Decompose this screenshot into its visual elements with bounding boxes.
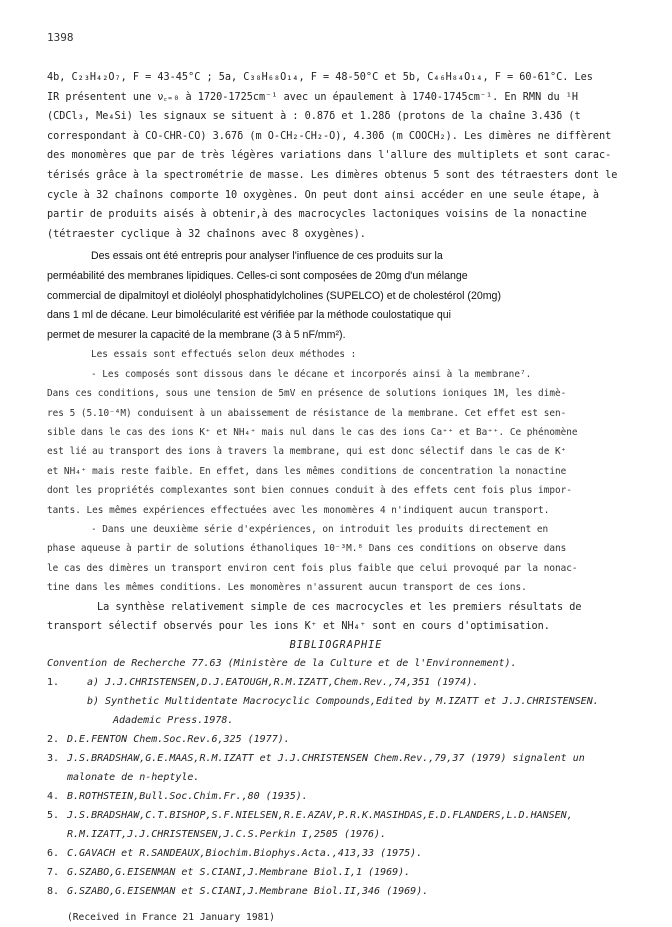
text-line: térisés grâce à la spectrométrie de masse. Les dimères obtenus 5 sont des tétraesters dont le	[47, 169, 618, 181]
paragraph-methods	[47, 345, 625, 597]
reference-item	[47, 844, 625, 863]
reference-line: D.E.FENTON Chem.Soc.Rev.6,325 (1977).	[67, 733, 290, 745]
paragraph-conclusion	[47, 598, 625, 637]
text-line: perméabilité des membranes lipidiques. Celles-ci sont composées de 20mg d'un mélange	[47, 269, 468, 282]
text-line: le cas des dimères un transport environ cent fois plus faible que celui provoqué par la nonac-	[47, 562, 578, 574]
text-line: cycle à 32 chaînons comporte 10 oxygènes. On peut dont ainsi accéder en une seule étape, à	[47, 189, 600, 201]
reference-number: 4.	[47, 790, 60, 802]
reference-item	[47, 882, 625, 901]
text-line: Des essais ont été entrepris pour analyser l'influence de ces produits sur la	[91, 250, 443, 263]
text-line: Les essais sont effectués selon deux méthodes :	[91, 349, 357, 361]
reference-item	[47, 787, 625, 806]
reference-line: b) Synthetic Multidentate Macrocyclic Compounds,Edited by M.IZATT et J.J.CHRISTENSEN.	[87, 695, 599, 707]
text-line: tine dans les mêmes conditions. Les monomères n'assurent aucun transport de ces ions.	[47, 582, 527, 594]
text-line: phase aqueuse à partir de solutions éthanoliques 10⁻³M.⁸ Dans ces conditions on observe dans	[47, 543, 567, 555]
reference-number: 2.	[47, 733, 60, 745]
text-line: transport sélectif observés pour les ions K⁺ et NH₄⁺ sont en cours d'optimisation.	[47, 621, 550, 633]
reference-item	[47, 863, 625, 882]
text-line: permet de mesurer la capacité de la membrane (3 à 5 nF/mm²).	[47, 328, 346, 341]
reference-number: 7.	[47, 866, 60, 878]
bibliography	[47, 637, 625, 901]
reference-item	[47, 673, 625, 692]
reference-text	[67, 806, 625, 844]
text-line: partir de produits aisés à obtenir,à des macrocycles lactoniques voisins de la nonactine	[47, 209, 587, 221]
text-line: sible dans le cas des ions K⁺ et NH₄⁺ mais nul dans le cas des ions Ca⁺⁺ et Ba⁺⁺. Ce phénomène	[47, 426, 578, 438]
reference-text	[67, 749, 625, 787]
text-line: correspondant à CO-CHR-CO) 3.67δ (m O-CH₂-CH₂-O), 4.30δ (m COOCH₂). Les dimères ne diffèrent	[47, 130, 612, 142]
reference-line: malonate de n-heptyle.	[67, 771, 200, 783]
text-line: (tétraester cyclique à 32 chaînons avec 8 oxygènes).	[47, 228, 366, 240]
text-line: IR présentent une ν꜀₌₀ à 1720-1725cm⁻¹ avec un épaulement à 1740-1745cm⁻¹. En RMN du ¹H	[47, 91, 578, 103]
reference-line: J.S.BRADSHAW,G.E.MAAS,R.M.IZATT et J.J.CHRISTENSEN Chem.Rev.,79,37 (1979) signalent un	[67, 752, 585, 764]
text-line: (CDCl₃, Me₄Si) les signaux se situent à : 0.87δ et 1.28δ (protons de la chaîne 3.43δ (t	[47, 111, 581, 123]
received-date: (Received in France 21 January 1981)	[67, 911, 275, 923]
reference-line: G.SZABO,G.EISENMAN et S.CIANI,J.Membrane Biol.I,1 (1969).	[67, 866, 411, 878]
reference-item	[47, 730, 625, 749]
text-line: et NH₄⁺ mais reste faible. En effet, dans les mêmes conditions de concentration la nonactine	[47, 465, 567, 477]
text-line: Dans ces conditions, sous une tension de 5mV en présence de solutions ioniques 1M, les dimè-	[47, 388, 567, 400]
bibliography-heading: BIBLIOGRAPHIE	[289, 639, 383, 651]
text-line: res 5 (5.10⁻⁴M) conduisent à un abaissement de résistance de la membrane. Cet effet est sen-	[47, 407, 567, 419]
reference-line: B.ROTHSTEIN,Bull.Soc.Chim.Fr.,80 (1935).	[67, 790, 308, 802]
bibliography-intro: Convention de Recherche 77.63 (Ministère de la Culture et de l'Environnement).	[47, 657, 517, 669]
text-line: est lié au transport des ions à travers la membrane, qui est donc sélectif dans le cas de K⁺	[47, 446, 567, 458]
text-line: - Dans une deuxième série d'expériences, on introduit les produits directement en	[91, 523, 549, 535]
text-line: dans 1 ml de décane. Leur bimolécularité est vérifiée par la méthode coulostatique qui	[47, 309, 451, 322]
text-line: - Les composés sont dissous dans le décane et incorporés ainsi à la membrane⁷.	[91, 368, 532, 380]
reference-item	[47, 806, 625, 844]
reference-line: Adademic Press.1978.	[113, 714, 234, 726]
reference-line: R.M.IZATT,J.J.CHRISTENSEN,J.C.S.Perkin I,2505 (1976).	[67, 828, 387, 840]
article-body	[47, 68, 625, 927]
paragraph-characterization	[47, 68, 625, 244]
reference-number: 1.	[47, 676, 60, 688]
reference-number	[47, 692, 67, 730]
reference-text	[67, 692, 625, 730]
paragraph-membrane-tests	[47, 247, 625, 345]
text-line: dont les propriétés complexantes sont bien connues conduit à des effets cent fois plus impor-	[47, 485, 572, 497]
reference-item	[47, 749, 625, 787]
reference-item	[47, 692, 625, 730]
text-line: des monomères que par de très légères variations dans l'allure des multiplets et sont carac-	[47, 150, 612, 162]
reference-line: G.SZABO,G.EISENMAN et S.CIANI,J.Membrane Biol.II,346 (1969).	[67, 885, 429, 897]
text-line: tants. Les mêmes expériences effectuées avec les monomères 4 n'indiquent aucun transport.	[47, 504, 550, 516]
reference-number: 6.	[47, 847, 60, 859]
reference-line: a) J.J.CHRISTENSEN,D.J.EATOUGH,R.M.IZATT,Chem.Rev.,74,351 (1974).	[87, 676, 479, 688]
reference-text	[67, 673, 625, 692]
reference-line: J.S.BRADSHAW,C.T.BISHOP,S.F.NIELSEN,R.E.AZAV,P.R.K.MASIHDAS,E.D.FLANDERS,L.D.HANSEN,	[67, 809, 573, 821]
text-line: 4b, C₂₃H₄₂O₇, F = 43-45°C ; 5a, C₃₈H₆₈O₁₄, F = 48-50°C et 5b, C₄₆H₈₄O₁₄, F = 60-61°C. Les	[47, 72, 593, 83]
reference-line: C.GAVACH et R.SANDEAUX,Biochim.Biophys.Acta.,413,33 (1975).	[67, 847, 423, 859]
text-line: commercial de dipalmitoyl et dioléolyl phosphatidylcholines (SUPELCO) et de cholestérol (20mg)	[47, 289, 501, 302]
reference-number: 3.	[47, 752, 60, 764]
reference-number: 5.	[47, 809, 60, 821]
page-number: 1398	[47, 31, 74, 44]
reference-number: 8.	[47, 885, 60, 897]
text-line: La synthèse relativement simple de ces macrocycles et les premiers résultats de	[97, 601, 582, 613]
